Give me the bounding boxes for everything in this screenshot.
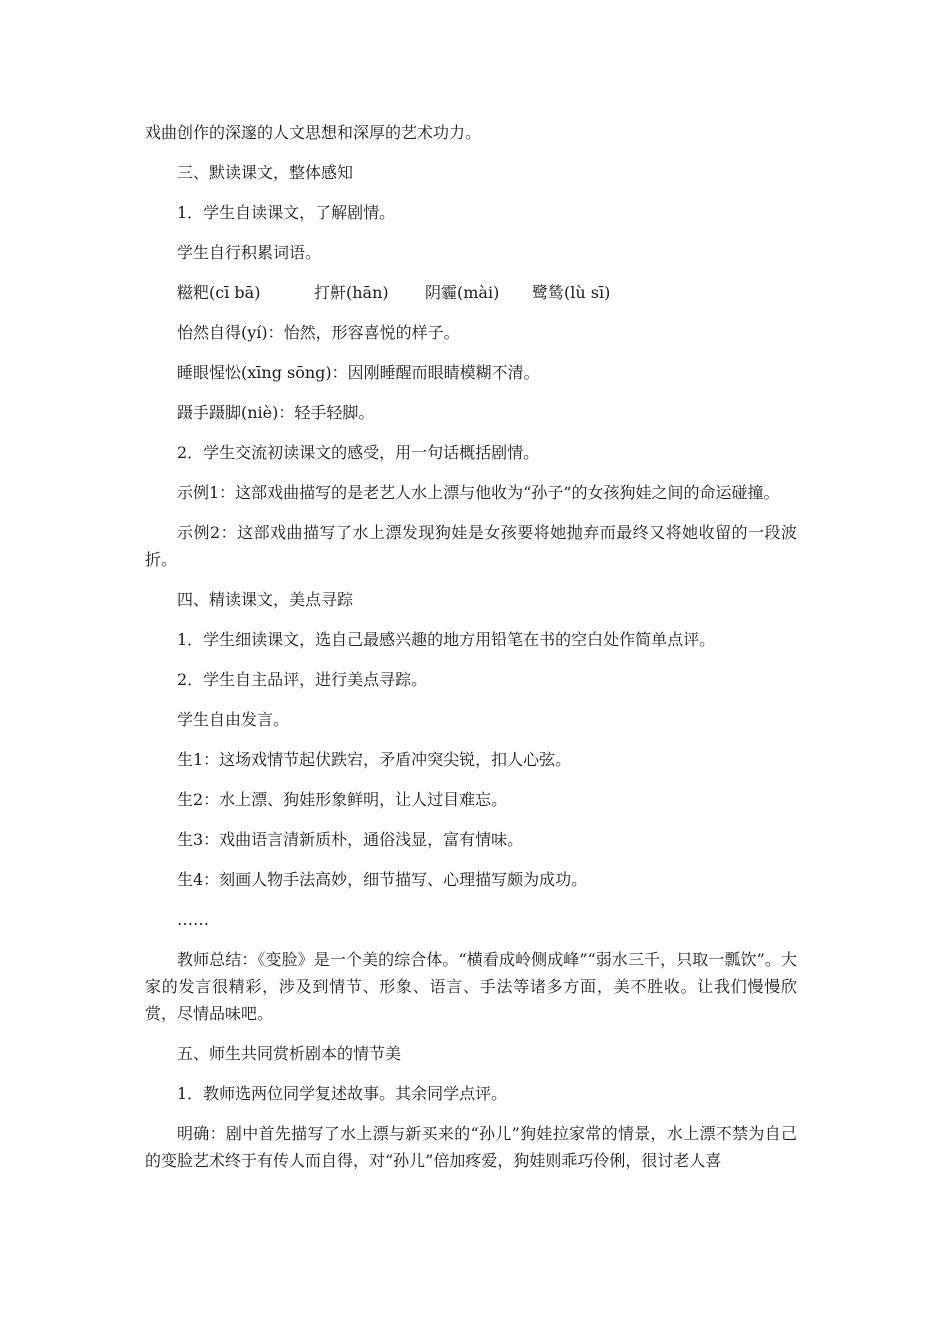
paragraph-student-1: 生1：这场戏情节起伏跌宕，矛盾冲突尖锐，扣人心弦。 (177, 750, 572, 769)
paragraph-step-1: 1．学生自读课文，了解剧情。 (177, 203, 396, 222)
paragraph-continuation: 戏曲创作的深邃的人文思想和深厚的艺术功力。 (145, 123, 482, 142)
paragraph-student-4: 生4：刻画人物手法高妙，细节描写、心理描写颇为成功。 (177, 870, 588, 889)
vocab-list (177, 279, 797, 306)
paragraph-student-3: 生3：戏曲语言清新质朴，通俗浅显，富有情味。 (177, 830, 524, 849)
vocab-item: 鹭鸶(lù sī) (532, 283, 611, 302)
paragraph-vocab-intro: 学生自行积累词语。 (177, 243, 322, 262)
paragraph-clarification: 明确：剧中首先描写了水上漂与新买来的“孙儿”狗娃拉家常的情景，水上漂不禁为自己的变脸艺术终于有传人而自得，对“孙儿”倍加疼爱，狗娃则乖巧伶俐，很讨老人喜 (145, 1124, 797, 1170)
paragraph-step-1: 1．教师选两位同学复述故事。其余同学点评。 (177, 1084, 508, 1103)
paragraph-vocab-def: 怡然自得(yí)：怡然，形容喜悦的样子。 (177, 323, 460, 342)
paragraph-teacher-summary: 教师总结：《变脸》是一个美的综合体。“横看成岭侧成峰”“弱水三千，只取一瓢饮”。大家的发言很精彩，涉及到情节、形象、语言、手法等诸多方面，美不胜收。让我们慢慢欣赏，尽情品味吧。 (145, 950, 797, 1023)
paragraph-student-2: 生2：水上漂、狗娃形象鲜明，让人过目难忘。 (177, 790, 508, 809)
paragraph-step-1: 1．学生细读课文，选自己最感兴趣的地方用铅笔在书的空白处作简单点评。 (177, 630, 716, 649)
section-heading-5: 五、师生共同赏析剧本的情节美 (177, 1044, 402, 1063)
vocab-item: 打鼾(hān) (314, 283, 389, 302)
section-heading-4: 四、精读课文，美点寻踪 (177, 590, 354, 609)
paragraph-vocab-def: 睡眼惺忪(xīng sōng)：因刚睡醒而眼睛模糊不清。 (177, 363, 540, 382)
paragraph-step-2: 2．学生自主品评，进行美点寻踪。 (177, 670, 428, 689)
vocab-item: 糍粑(cī bā) (177, 283, 261, 302)
paragraph-vocab-def: 蹑手蹑脚(niè)：轻手轻脚。 (177, 403, 375, 422)
paragraph-ellipsis: …… (177, 910, 209, 929)
vocab-item: 阴霾(mài) (425, 283, 500, 302)
paragraph-example-1: 示例1：这部戏曲描写的是老艺人水上漂与他收为“孙子”的女孩狗娃之间的命运碰撞。 (177, 483, 780, 502)
section-heading-3: 三、默读课文，整体感知 (177, 163, 354, 182)
paragraph-step-2: 2．学生交流初读课文的感受，用一句话概括剧情。 (177, 443, 540, 462)
document-body (145, 119, 797, 1187)
paragraph-example-2: 示例2：这部戏曲描写了水上漂发现狗娃是女孩要将她抛弃而最终又将她收留的一段波折。 (145, 523, 797, 569)
paragraph-text: 学生自由发言。 (177, 710, 290, 729)
